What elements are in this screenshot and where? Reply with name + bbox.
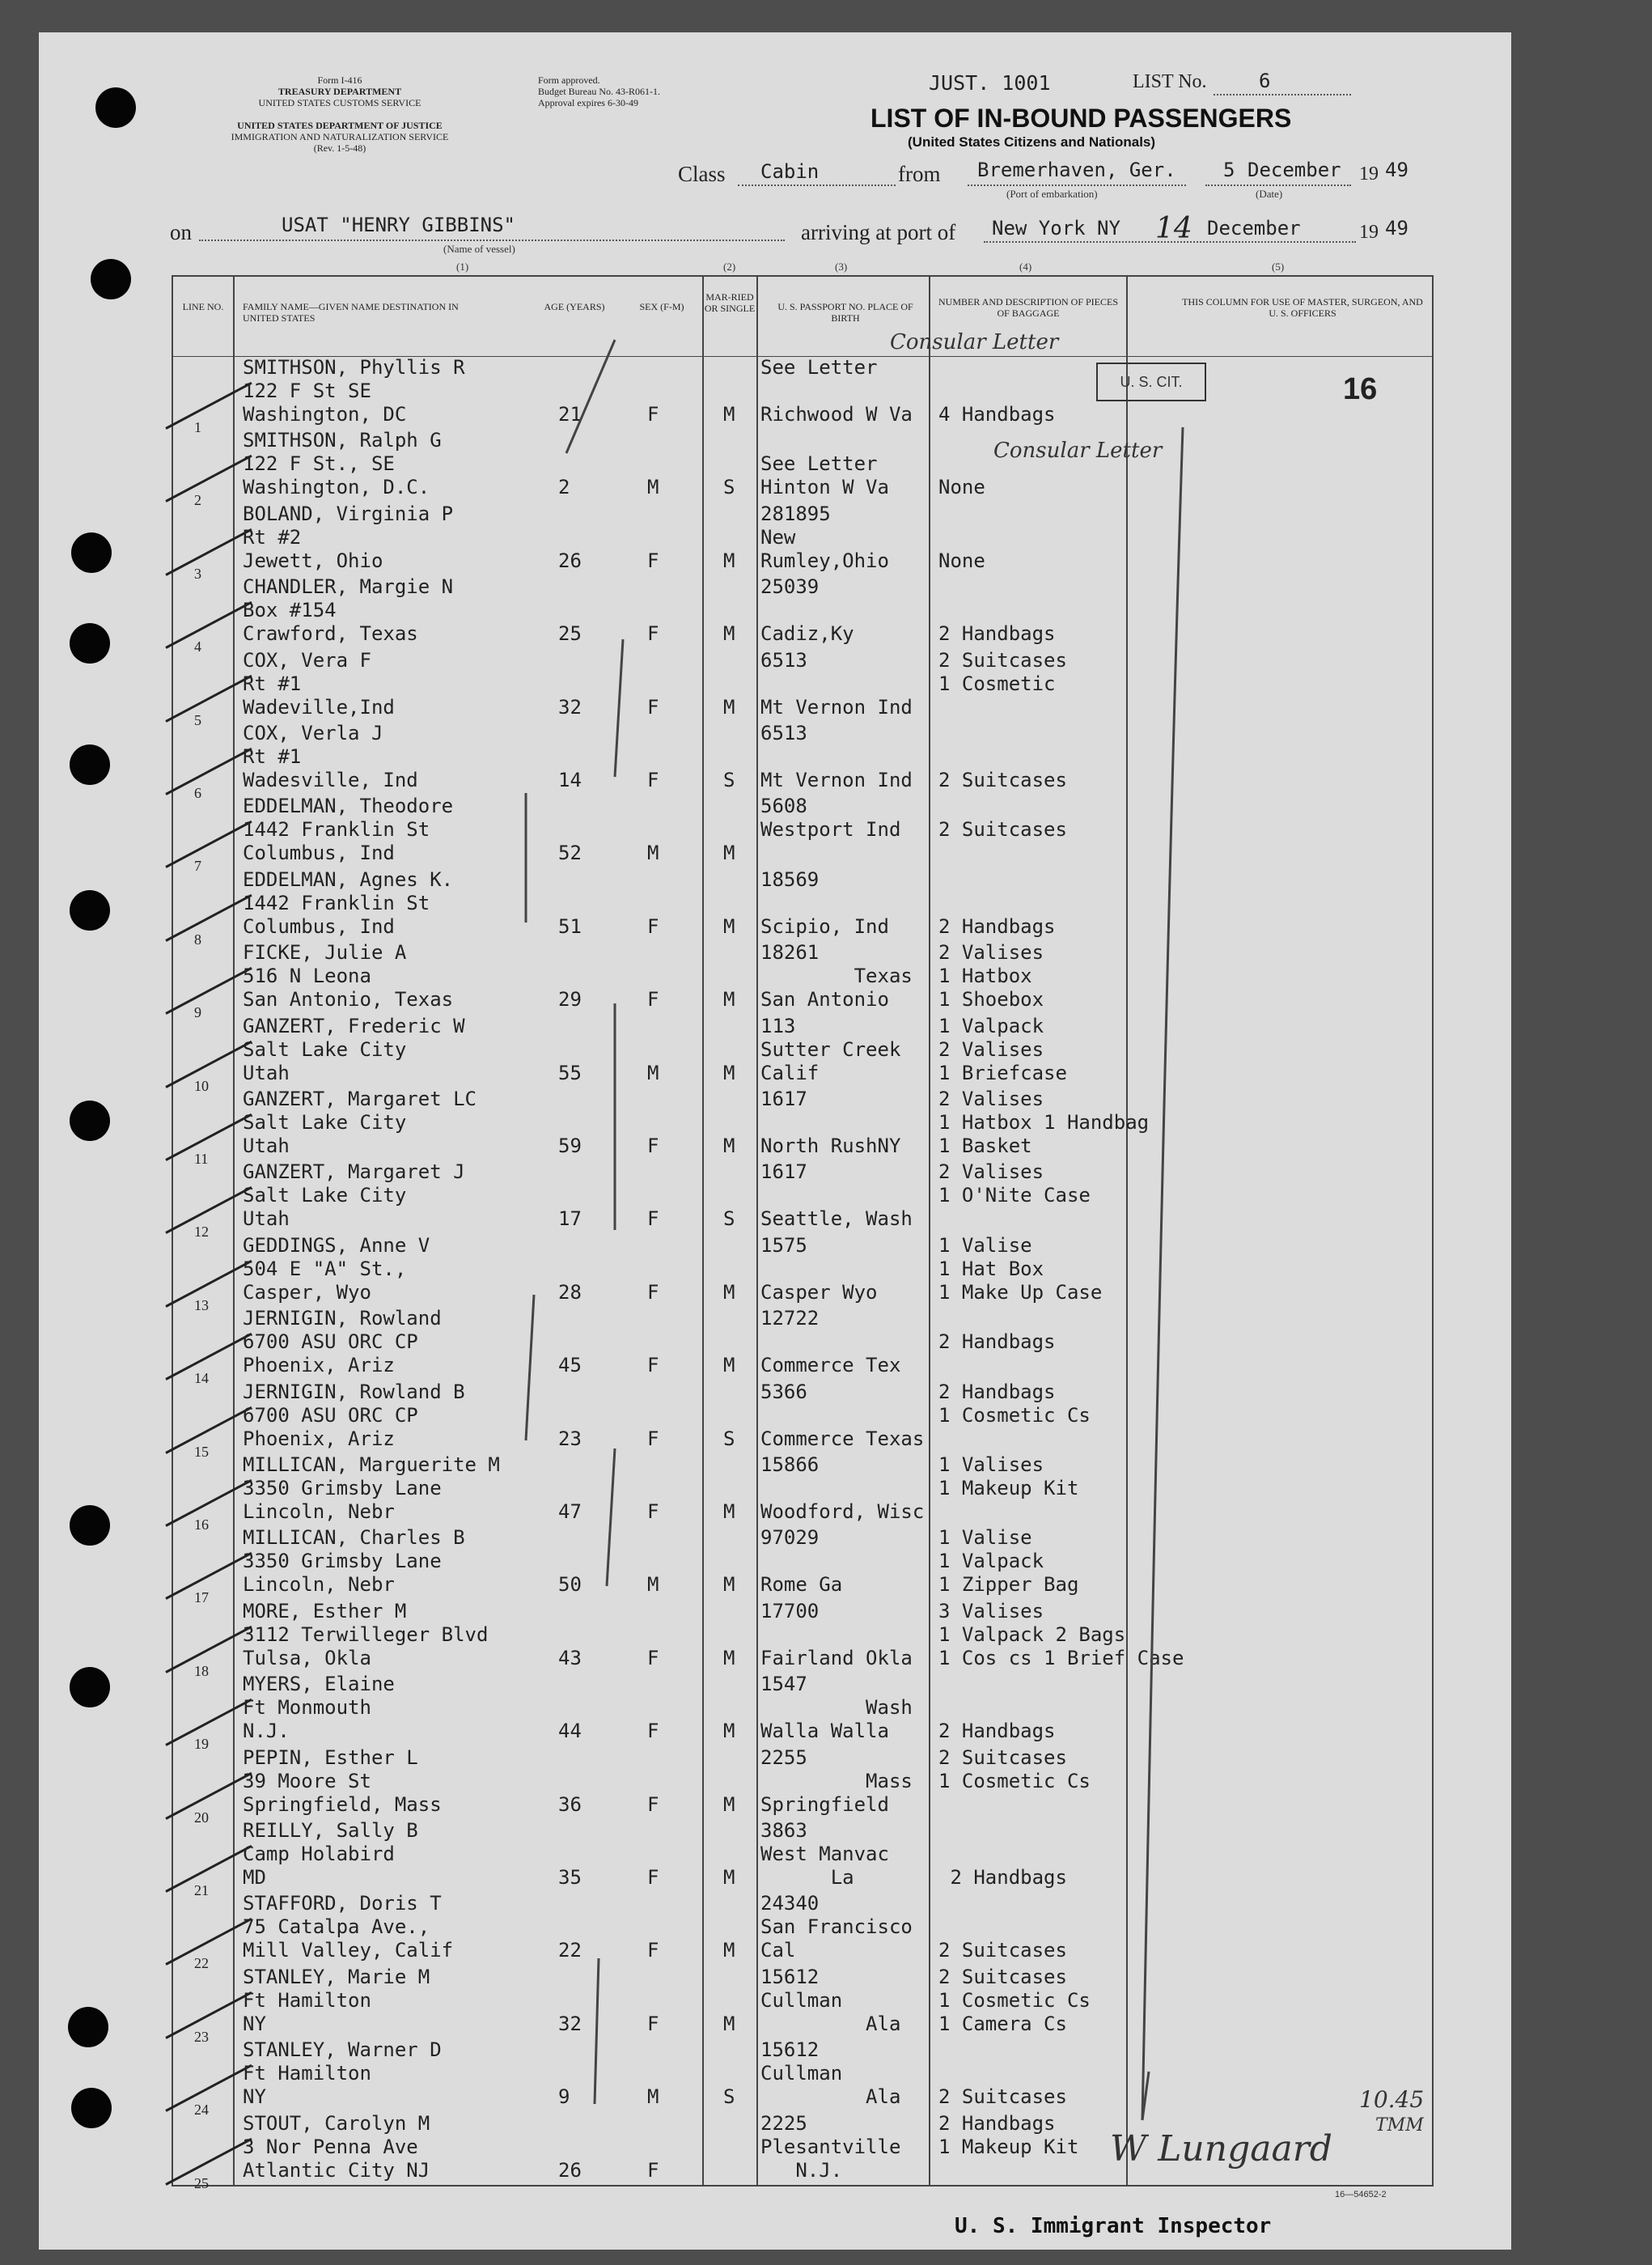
line-number: 8 — [194, 931, 201, 948]
age: 51 — [558, 914, 582, 938]
line-number: 14 — [194, 1370, 209, 1387]
passenger-name-destination: SMITHSON, Ralph G 122 F St., SE Washington, D.C. — [243, 429, 442, 499]
colnum: (2) — [723, 261, 736, 273]
passenger-name-destination: MORE, Esther M 3112 Terwilleger Blvd Tulsa, Okla — [243, 1599, 489, 1669]
marital-status: M — [723, 842, 735, 865]
port-of-embarkation: Bremerhaven, Ger. — [977, 159, 1176, 181]
passenger-name-destination: MYERS, Elaine Ft Monmouth N.J. — [243, 1673, 395, 1743]
marital-status: M — [723, 1135, 735, 1157]
age: 23 — [558, 1427, 582, 1450]
line-number: 21 — [194, 1882, 209, 1898]
baggage: None — [938, 549, 985, 572]
passport-birthplace: 25039 Cadiz,Ky — [760, 575, 854, 646]
passport-birthplace: 12722 Commerce Tex — [760, 1307, 901, 1377]
marital-status: M — [723, 1720, 735, 1743]
baggage: 2 Handbags 1 Cosmetic Cs — [938, 1380, 1091, 1427]
baggage: 2 Suitcases — [938, 1939, 1067, 1962]
sex: F — [647, 1500, 659, 1523]
marital-status: M — [723, 695, 735, 719]
marital-status: M — [723, 1280, 735, 1304]
class-value: Cabin — [760, 160, 820, 183]
passport-birthplace: 2255 Mass Springfield — [760, 1745, 913, 1816]
sex: F — [647, 1792, 659, 1816]
marital-status: S — [723, 1207, 735, 1231]
page-title: LIST OF IN-BOUND PASSENGERS — [870, 104, 1292, 133]
bracket-mark — [526, 1295, 534, 1440]
from-label: from — [898, 162, 941, 186]
on-label: on — [170, 220, 192, 244]
baggage: 2 Handbags — [938, 1330, 1056, 1354]
age: 59 — [558, 1135, 582, 1157]
baggage: 2 Suitcases 1 Cosmetic Cs — [938, 1745, 1091, 1792]
marital-status: M — [723, 1061, 735, 1084]
passenger-name-destination: GANZERT, Margaret LC Salt Lake City Utah — [243, 1088, 477, 1157]
marital-status: M — [723, 1646, 735, 1669]
marital-status: M — [723, 914, 735, 938]
departure-year: 49 — [1385, 159, 1408, 181]
passport-birthplace: 113 Sutter Creek Calif — [760, 1014, 901, 1084]
age: 50 — [558, 1573, 582, 1597]
baggage: 3 Valises 1 Valpack 2 Bags 1 Cos cs 1 Brief Case — [938, 1599, 1184, 1669]
passport-birthplace: 17700 Fairland Okla — [760, 1599, 913, 1669]
list-number: 6 — [1259, 70, 1271, 92]
marital-status: M — [723, 1939, 735, 1962]
baggage: 2 Valises 1 Hatbox 1 Handbag 1 Basket — [938, 1088, 1150, 1157]
line-number: 3 — [194, 565, 201, 582]
age: 14 — [558, 769, 582, 791]
handwritten-initials: TMM — [1375, 2115, 1424, 2136]
passenger-name-destination: EDDELMAN, Theodore 1442 Franklin St Columbus, Ind — [243, 795, 454, 865]
baggage: 2 Handbags — [950, 1866, 1067, 1889]
passport-birthplace: See Letter Richwood W Va — [760, 356, 913, 426]
baggage: 2 Suitcases 1 Cosmetic Cs 1 Camera Cs — [938, 1965, 1091, 2035]
line-number: 4 — [194, 638, 201, 655]
colnum: (1) — [456, 261, 469, 273]
vessel-name: USAT "HENRY GIBBINS" — [282, 214, 515, 236]
sex: M — [647, 1573, 659, 1597]
us-cit-stamp: U. S. CIT. — [1096, 363, 1206, 401]
age: 32 — [558, 695, 582, 719]
age: 35 — [558, 1866, 582, 1889]
sex: F — [647, 914, 659, 938]
line-number: 12 — [194, 1224, 209, 1241]
line-number: 1 — [194, 419, 201, 435]
passport-birthplace: 1617 Seattle, Wash — [760, 1160, 913, 1231]
form-approved: Form approved. — [538, 74, 600, 86]
baggage: 2 Suitcases — [938, 2085, 1067, 2109]
baggage: 2 Valises 1 O'Nite Case — [938, 1160, 1091, 1207]
col-baggage: NUMBER AND DESCRIPTION OF PIECES OF BAGGAGE — [938, 296, 1119, 319]
age: 44 — [558, 1720, 582, 1743]
age: 28 — [558, 1280, 582, 1304]
line-number: 5 — [194, 711, 201, 728]
sex: M — [647, 842, 659, 865]
line-number: 6 — [194, 785, 201, 801]
baggage: 2 Suitcases 1 Cosmetic — [938, 648, 1067, 695]
line-number: 9 — [194, 1004, 201, 1021]
age: 36 — [558, 1792, 582, 1816]
col-officers: THIS COLUMN FOR USE OF MASTER, SURGEON, AND U. S. OFFICERS — [1182, 296, 1423, 319]
arrival-port: New York NY — [992, 217, 1120, 240]
col-sex: SEX (F-M) — [639, 301, 684, 312]
passport-birthplace: 1617 North RushNY — [760, 1088, 901, 1157]
departure-month: December — [1247, 159, 1341, 181]
bracket-mark — [595, 1958, 599, 2104]
passport-birthplace: 15612 Cullman Ala — [760, 1965, 901, 2035]
form-rev: (Rev. 1-5-48) — [313, 142, 366, 154]
sex: M — [647, 1061, 659, 1084]
sex: F — [647, 2012, 659, 2035]
line-number: 11 — [194, 1151, 209, 1167]
arrival-month: December — [1207, 217, 1301, 240]
passenger-name-destination: FICKE, Julie A 516 N Leona San Antonio, Texas — [243, 941, 454, 1012]
form-justice: UNITED STATES DEPARTMENT OF JUSTICE — [237, 120, 443, 131]
passport-birthplace: 24340 San Francisco Cal — [760, 1892, 913, 1962]
baggage: 1 Valise 1 Valpack 1 Zipper Bag — [938, 1526, 1079, 1597]
sex: F — [647, 769, 659, 791]
passport-birthplace: 3863 West Manvac La — [760, 1819, 889, 1889]
age: 32 — [558, 2012, 582, 2035]
inspector-signature: W Lungaard — [1110, 2128, 1332, 2170]
inspector-label: U. S. Immigrant Inspector — [955, 2214, 1272, 2238]
age: 26 — [558, 2158, 582, 2182]
passenger-name-destination: GANZERT, Frederic W Salt Lake City Utah — [243, 1014, 465, 1084]
form-expires: Approval expires 6-30-49 — [538, 97, 638, 108]
passport-birthplace: 5608 Westport Ind — [760, 795, 901, 842]
port-note: (Port of embarkation) — [1006, 188, 1098, 200]
passenger-name-destination: JERNIGIN, Rowland B 6700 ASU ORC CP Phoenix, Ariz — [243, 1380, 465, 1450]
marital-status: S — [723, 1427, 735, 1450]
passenger-name-destination: REILLY, Sally B Camp Holabird MD — [243, 1819, 418, 1889]
marital-status: M — [723, 1354, 735, 1377]
line-number: 19 — [194, 1736, 209, 1753]
sex: F — [647, 549, 659, 572]
passport-birthplace: 18569 Scipio, Ind — [760, 867, 889, 938]
sex: F — [647, 403, 659, 426]
passport-birthplace: 18261 Texas San Antonio — [760, 941, 913, 1012]
baggage: 1 Valise 1 Hat Box 1 Make Up Case — [938, 1233, 1103, 1304]
line-number: 18 — [194, 1662, 209, 1679]
bracket-mark — [615, 639, 623, 777]
passenger-name-destination: SMITHSON, Phyllis R 122 F St SE Washington, DC — [243, 356, 465, 426]
passenger-name-destination: STANLEY, Marie M Ft Hamilton NY — [243, 1965, 430, 2035]
line-number: 17 — [194, 1589, 209, 1606]
age: 17 — [558, 1207, 582, 1231]
baggage: None — [938, 476, 985, 499]
colnum: (5) — [1272, 261, 1285, 273]
passenger-name-destination: COX, Verla J Rt #1 Wadesville, Ind — [243, 722, 418, 791]
passenger-name-destination: STOUT, Carolyn M 3 Nor Penna Ave Atlantic City NJ — [243, 2111, 430, 2182]
line-number: 22 — [194, 1955, 209, 1972]
marital-status: M — [723, 403, 735, 426]
age: 43 — [558, 1646, 582, 1669]
sex: F — [647, 1720, 659, 1743]
age: 21 — [558, 403, 582, 426]
baggage: 2 Suitcases — [938, 818, 1067, 842]
line-number: 2 — [194, 492, 201, 509]
date-note: (Date) — [1256, 188, 1283, 200]
passport-birthplace: 97029 Rome Ga — [760, 1526, 843, 1597]
passenger-name-destination: PEPIN, Esther L 39 Moore St Springfield, Mass — [243, 1745, 442, 1816]
passenger-name-destination: JERNIGIN, Rowland 6700 ASU ORC CP Phoenix, Ariz — [243, 1307, 442, 1377]
sex: F — [647, 695, 659, 719]
line-number: 20 — [194, 1809, 209, 1826]
baggage: 2 Suitcases — [938, 769, 1067, 791]
passport-birthplace: 1547 Wash Walla Walla — [760, 1673, 913, 1743]
departure-day: 5 — [1223, 159, 1235, 181]
age: 55 — [558, 1061, 582, 1084]
line-number: 15 — [194, 1443, 209, 1460]
sex: F — [647, 1280, 659, 1304]
class-label: Class — [678, 162, 726, 186]
year-prefix: 19 — [1359, 222, 1379, 243]
sex: M — [647, 2085, 659, 2109]
col-age: AGE (YEARS) — [544, 301, 605, 312]
marital-status: M — [723, 988, 735, 1012]
col-name: FAMILY NAME—GIVEN NAME DESTINATION IN UNITED STATES — [243, 301, 459, 324]
baggage: 2 Handbags — [938, 622, 1056, 646]
passenger-name-destination: GEDDINGS, Anne V 504 E "A" St., Casper, Wyo — [243, 1233, 430, 1304]
passport-birthplace: 5366 Commerce Texas — [760, 1380, 925, 1450]
baggage: 2 Handbags 1 Makeup Kit — [938, 2111, 1079, 2158]
form-budget: Budget Bureau No. 43-R061-1. — [538, 86, 660, 97]
age: 2 — [558, 476, 570, 499]
age: 9 — [558, 2085, 570, 2109]
line-number: 23 — [194, 2028, 209, 2045]
col-passport: U. S. PASSPORT NO. PLACE OF BIRTH — [777, 301, 913, 324]
baggage: 1 Valpack 2 Valises 1 Briefcase — [938, 1014, 1067, 1084]
baggage: 4 Handbags — [938, 403, 1056, 426]
passport-birthplace: 1575 Casper Wyo — [760, 1233, 878, 1304]
form-ins: IMMIGRATION AND NATURALIZATION SERVICE — [231, 131, 449, 142]
passport-birthplace: See Letter Hinton W Va — [760, 452, 889, 499]
marital-status: M — [723, 1792, 735, 1816]
baggage: 2 Valises 1 Hatbox 1 Shoebox — [938, 941, 1044, 1012]
baggage: 2 Handbags — [938, 1720, 1056, 1743]
marital-status: M — [723, 1500, 735, 1523]
passenger-name-destination: COX, Vera F Rt #1 Wadeville,Ind — [243, 648, 395, 719]
marital-status: M — [723, 2012, 735, 2035]
marital-status: M — [723, 549, 735, 572]
passport-birthplace: 15866 Woodford, Wisc — [760, 1453, 925, 1523]
sex: F — [647, 1135, 659, 1157]
passport-birthplace: 281895 New Rumley,Ohio — [760, 502, 889, 572]
arrival-year: 49 — [1385, 217, 1408, 240]
year-prefix: 19 — [1359, 163, 1379, 185]
line-number: 24 — [194, 2102, 209, 2119]
passport-birthplace: 6513 Mt Vernon Ind — [760, 648, 913, 719]
passenger-name-destination: GANZERT, Margaret J Salt Lake City Utah — [243, 1160, 465, 1231]
just-number: JUST. 1001 — [929, 71, 1051, 95]
passport-birthplace: 6513 Mt Vernon Ind — [760, 722, 913, 791]
passenger-name-destination: STANLEY, Warner D Ft Hamilton NY — [243, 2038, 442, 2109]
age: 29 — [558, 988, 582, 1012]
form-id: Form I-416 — [317, 74, 362, 86]
sex: F — [647, 1939, 659, 1962]
age: 25 — [558, 622, 582, 646]
line-number: 13 — [194, 1296, 209, 1313]
sex: M — [647, 476, 659, 499]
passport-birthplace: 2225 Plesantville N.J. — [760, 2111, 901, 2182]
handwritten-consular-note: Consular Letter — [890, 330, 1059, 354]
marital-status: S — [723, 476, 735, 499]
bracket-mark — [566, 340, 615, 453]
line-number: 25 — [194, 2174, 209, 2191]
sex: F — [647, 1646, 659, 1669]
list-label: LIST No. — [1133, 71, 1207, 92]
baggage: 1 Valises 1 Makeup Kit — [938, 1453, 1079, 1499]
marital-status: S — [723, 2085, 735, 2109]
passenger-name-destination: STAFFORD, Doris T 75 Catalpa Ave., Mill Valley, Calif — [243, 1892, 454, 1962]
sex: F — [647, 622, 659, 646]
age: 52 — [558, 842, 582, 865]
arrival-day: 14 — [1155, 212, 1192, 245]
col-line-no: LINE NO. — [182, 301, 224, 312]
sex: F — [647, 1427, 659, 1450]
sex: F — [647, 1866, 659, 1889]
handwritten-time: 10.45 — [1359, 2086, 1425, 2113]
sex: F — [647, 2158, 659, 2182]
colnum: (3) — [835, 261, 848, 273]
marital-status: M — [723, 622, 735, 646]
pencil-line — [1142, 427, 1183, 2120]
passenger-name-destination: BOLAND, Virginia P Rt #2 Jewett, Ohio — [243, 502, 454, 572]
age: 47 — [558, 1500, 582, 1523]
page-subtitle: (United States Citizens and Nationals) — [908, 134, 1156, 150]
form-number: 16—54652-2 — [1335, 2190, 1387, 2199]
passenger-name-destination: MILLICAN, Charles B 3350 Grimsby Lane Lincoln, Nebr — [243, 1526, 465, 1597]
baggage: 2 Handbags — [938, 914, 1056, 938]
sex: F — [647, 1207, 659, 1231]
bracket-mark — [607, 1448, 615, 1586]
line-number: 16 — [194, 1516, 209, 1533]
passenger-name-destination: CHANDLER, Margie N Box #154 Crawford, Texas — [243, 575, 454, 646]
line-number: 10 — [194, 1077, 209, 1094]
age: 26 — [558, 549, 582, 572]
passenger-name-destination: MILLICAN, Marguerite M 3350 Grimsby Lane Lincoln, Nebr — [243, 1453, 500, 1523]
handwritten-consular-note: Consular Letter — [993, 439, 1163, 463]
passport-birthplace: 15612 Cullman Ala — [760, 2038, 901, 2109]
line-number: 7 — [194, 858, 201, 875]
sex: F — [647, 1354, 659, 1377]
form-customs: UNITED STATES CUSTOMS SERVICE — [258, 97, 421, 108]
age: 22 — [558, 1939, 582, 1962]
form-dept: TREASURY DEPARTMENT — [277, 86, 402, 97]
marital-status: M — [723, 1866, 735, 1889]
count-annotation: 16 — [1343, 372, 1378, 406]
arriving-label: arriving at port of — [801, 220, 956, 244]
passenger-name-destination: EDDELMAN, Agnes K. 1442 Franklin St Columbus, Ind — [243, 867, 454, 938]
marital-status: M — [723, 1573, 735, 1597]
vessel-note: (Name of vessel) — [443, 243, 515, 255]
age: 45 — [558, 1354, 582, 1377]
colnum: (4) — [1019, 261, 1032, 273]
col-married: MAR-RIED OR SINGLE — [704, 291, 756, 314]
marital-status: S — [723, 769, 735, 791]
sex: F — [647, 988, 659, 1012]
